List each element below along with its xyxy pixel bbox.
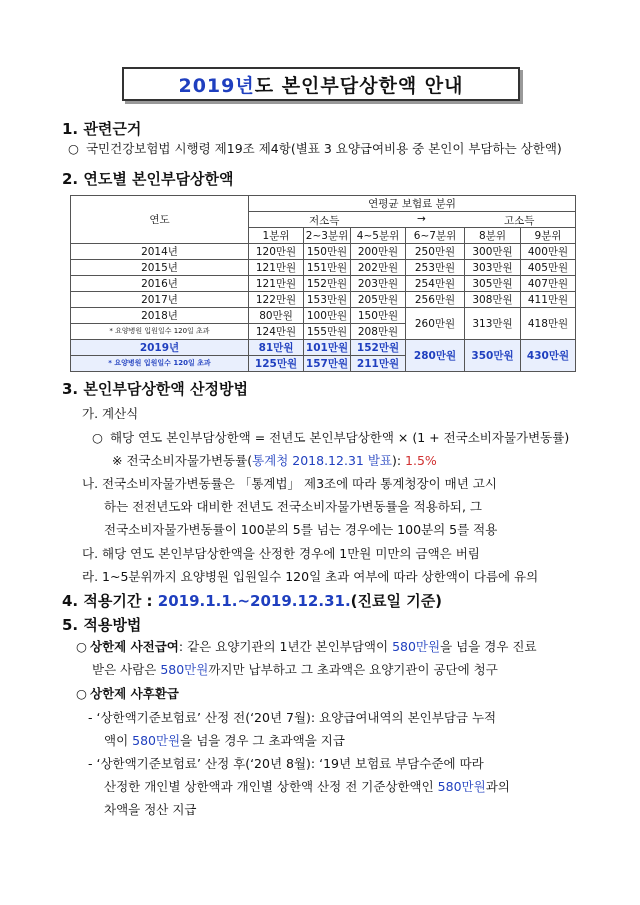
cap-amount: 580만원 xyxy=(160,662,209,677)
section-1-heading: 1. 관련근거 xyxy=(62,120,142,138)
refund-after-line-3: 차액을 정산 지급 xyxy=(104,802,197,817)
high-income-label: 고소득 xyxy=(504,215,535,227)
col-header: 6~7분위 xyxy=(406,228,465,244)
cell: 280만원 xyxy=(406,340,465,372)
cell: 120만원 xyxy=(249,244,304,260)
cell: 125만원 xyxy=(249,356,304,372)
low-income-label: 저소득 xyxy=(309,215,340,227)
refund-heading xyxy=(76,684,179,702)
cell: 211만원 xyxy=(351,356,406,372)
prepay-text-d: 까지만 납부하고 그 초과액은 요양기관이 공단에 청구 xyxy=(208,662,498,677)
cpi-note xyxy=(112,451,437,469)
cell: 305만원 xyxy=(465,276,521,292)
table-row-2018 xyxy=(71,308,576,324)
row-year: 2017년 xyxy=(71,292,249,308)
note-prefix: ※ 전국소비자물가변동률( xyxy=(112,453,253,468)
calc-label: 가. 계산식 xyxy=(82,406,139,421)
cell: 253만원 xyxy=(406,260,465,276)
cell: 250만원 xyxy=(406,244,465,260)
refund-text: 산정한 개인별 상한액과 개인별 상한액 산정 전 기준상한액인 xyxy=(104,779,438,794)
cell: 208만원 xyxy=(351,324,406,340)
title-year: 2019년 xyxy=(178,74,255,97)
cell: 300만원 xyxy=(465,244,521,260)
cell: 150만원 xyxy=(304,244,351,260)
page-title xyxy=(122,67,520,101)
cell: 405만원 xyxy=(521,260,576,276)
table-row xyxy=(71,260,576,276)
refund-label: 상한제 사후환급 xyxy=(90,686,179,701)
cell: 124만원 xyxy=(249,324,304,340)
period-value: 2019.1.1.~2019.12.31. xyxy=(157,592,351,610)
cell: 203만원 xyxy=(351,276,406,292)
cell: 308만원 xyxy=(465,292,521,308)
cell: 80만원 xyxy=(249,308,304,324)
cell: 313만원 xyxy=(465,308,521,340)
bullet-icon: ○ xyxy=(92,430,103,445)
cell: 400만원 xyxy=(521,244,576,260)
col-header: 4~5분위 xyxy=(351,228,406,244)
cell: 260만원 xyxy=(406,308,465,340)
row-year: 2016년 xyxy=(71,276,249,292)
year-header: 연도 xyxy=(71,196,249,244)
legal-basis-text: 국민건강보험법 시행령 제19조 제4항(별표 3 요양급여비용 중 본인이 부담하는 상한액) xyxy=(85,141,562,156)
prepay-label: 상한제 사전급여 xyxy=(90,639,179,654)
refund-text: 액이 xyxy=(104,733,133,748)
section-3-heading: 3. 본인부담상한액 산정방법 xyxy=(62,380,248,398)
period-label: 4. 적용기간 : xyxy=(62,592,158,610)
cell: 100만원 xyxy=(304,308,351,324)
cell: 430만원 xyxy=(521,340,576,372)
prepay-line-2 xyxy=(92,660,498,678)
row-note: * 요양병원 입원일수 120일 초과 xyxy=(71,356,249,372)
col-header: 9분위 xyxy=(521,228,576,244)
copay-cap-table xyxy=(70,195,576,372)
row-year: 2014년 xyxy=(71,244,249,260)
row-note: * 요양병원 입원일수 120일 초과 xyxy=(71,324,249,340)
cell: 350만원 xyxy=(465,340,521,372)
col-header: 8분위 xyxy=(465,228,521,244)
cell: 121만원 xyxy=(249,276,304,292)
table-row xyxy=(71,292,576,308)
cpi-rate: 1.5% xyxy=(405,453,437,468)
cap-amount: 580만원 xyxy=(437,779,486,794)
refund-before-line-1: - ‘상한액기준보험료’ 산정 전(‘20년 7월): 요양급여내역의 본인부담금 누적 xyxy=(88,710,497,725)
prepay-text-c: 받은 사람은 xyxy=(92,662,161,677)
note-source: 통계청 2018.12.31 발표 xyxy=(252,453,392,468)
cell: 101만원 xyxy=(304,340,351,356)
bullet-icon: ○ xyxy=(76,686,87,701)
cell: 151만원 xyxy=(304,260,351,276)
cap-amount: 580만원 xyxy=(392,639,441,654)
cap-amount: 580만원 xyxy=(132,733,181,748)
refund-text: 과의 xyxy=(485,779,510,794)
group-header: 연평균 보험료 분위 xyxy=(249,196,576,212)
formula-line xyxy=(92,428,569,446)
cell: 122만원 xyxy=(249,292,304,308)
cell: 256만원 xyxy=(406,292,465,308)
row-year: 2018년 xyxy=(71,308,249,324)
rule-na-2: 하는 전전년도와 대비한 전년도 전국소비자물가변동률을 적용하되, 그 xyxy=(104,499,482,514)
row-year: 2019년 xyxy=(71,340,249,356)
prepay-text-a: : 같은 요양기관의 1년간 본인부담액이 xyxy=(178,639,393,654)
cell: 157만원 xyxy=(304,356,351,372)
table-row xyxy=(71,276,576,292)
section-1-text xyxy=(68,139,562,157)
cell: 121만원 xyxy=(249,260,304,276)
formula-text: 해당 연도 본인부담상한액 = 전년도 본인부담상한액 × (1 + 전국소비자물가변동률) xyxy=(109,430,570,445)
table-row xyxy=(71,244,576,260)
period-suffix: (진료일 기준) xyxy=(350,592,443,610)
cell: 202만원 xyxy=(351,260,406,276)
note-mid: ): xyxy=(391,453,406,468)
refund-after-line-1: - ‘상한액기준보험료’ 산정 후(‘20년 8월): ‘19년 보험료 부담수준에 따라 xyxy=(88,756,484,771)
cell: 152만원 xyxy=(304,276,351,292)
cell: 153만원 xyxy=(304,292,351,308)
section-2-heading: 2. 연도별 본인부담상한액 xyxy=(62,170,234,188)
refund-after-line-2 xyxy=(104,777,510,795)
rule-da: 다. 해당 연도 본인부담상한액을 산정한 경우에 1만원 미만의 금액은 버림 xyxy=(82,546,480,561)
bullet-icon: ○ xyxy=(68,141,79,156)
table-row-2019 xyxy=(71,340,576,356)
rule-na-1: 나. 전국소비자물가변동률은 「통계법」 제3조에 따라 통계청장이 매년 고시 xyxy=(82,476,497,491)
income-scale-row xyxy=(249,212,576,228)
cell: 418만원 xyxy=(521,308,576,340)
cell: 150만원 xyxy=(351,308,406,324)
cell: 81만원 xyxy=(249,340,304,356)
cell: 155만원 xyxy=(304,324,351,340)
prepay-line-1 xyxy=(76,637,537,655)
section-4-heading xyxy=(62,590,442,611)
cell: 254만원 xyxy=(406,276,465,292)
rule-na-3: 전국소비자물가변동률이 100분의 5를 넘는 경우에는 100분의 5를 적용 xyxy=(104,522,498,537)
cell: 407만원 xyxy=(521,276,576,292)
refund-before-line-2 xyxy=(104,731,345,749)
col-header: 1분위 xyxy=(249,228,304,244)
prepay-text-b: 을 넘을 경우 진료 xyxy=(440,639,537,654)
row-year: 2015년 xyxy=(71,260,249,276)
bullet-icon: ○ xyxy=(76,639,87,654)
cell: 200만원 xyxy=(351,244,406,260)
arrow-right-icon: → xyxy=(417,213,426,225)
cell: 205만원 xyxy=(351,292,406,308)
refund-text: 을 넘을 경우 그 초과액을 지급 xyxy=(180,733,345,748)
cell: 303만원 xyxy=(465,260,521,276)
title-rest: 도 본인부담상한액 안내 xyxy=(254,74,464,97)
cell: 152만원 xyxy=(351,340,406,356)
col-header: 2~3분위 xyxy=(304,228,351,244)
rule-ra: 라. 1~5분위까지 요양병원 입원일수 120일 초과 여부에 따라 상한액이 다름에 유의 xyxy=(82,569,539,584)
cell: 411만원 xyxy=(521,292,576,308)
section-5-heading: 5. 적용방법 xyxy=(62,616,142,634)
